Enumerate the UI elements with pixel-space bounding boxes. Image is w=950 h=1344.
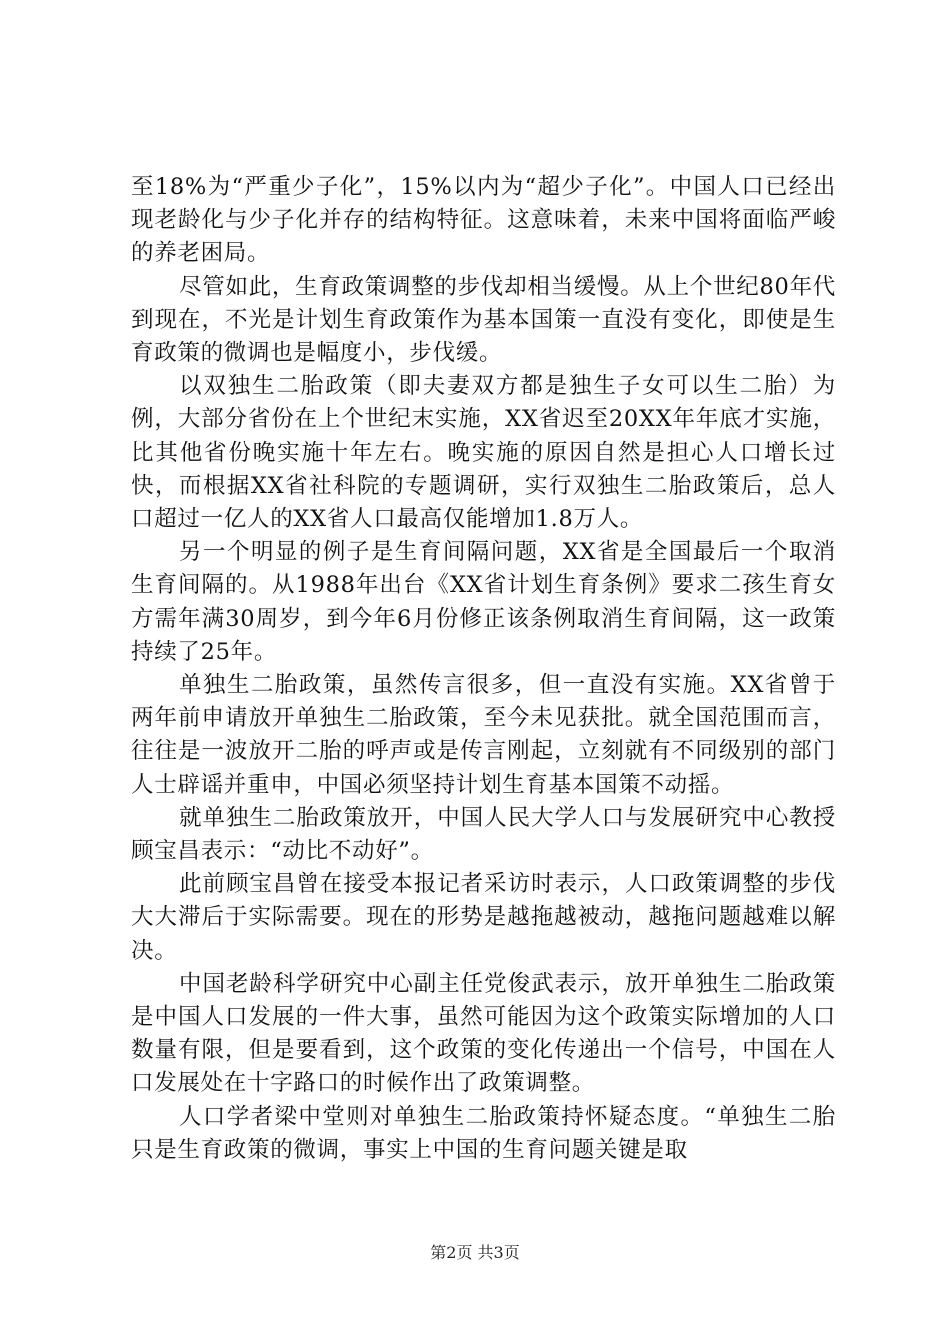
paragraph-3: 以双独生二胎政策（即夫妻双方都是独生子女可以生二胎）为例，大部分省份在上个世纪末实施，XX省迟至20XX年年底才实施，比其他省份晚实施十年左右。晚实施的原因自然是担心人口增长过快，而根据XX省社科院的专题调研，实行双独生二胎政策后，总人口超过一亿人的XX省人口最高仅能增加1.8万人。 (131, 373, 836, 533)
paragraph-9: 人口学者梁中堂则对单独生二胎政策持怀疑态度。“单独生二胎只是生育政策的微调，事实上中国的生育问题关键是取 (131, 1103, 836, 1163)
paragraph-4: 另一个明显的例子是生育间隔问题，XX省是全国最后一个取消生育间隔的。从1988年出台《XX省计划生育条例》要求二孩生育女方需年满30周岁，到今年6月份修正该条例取消生育间隔，这一政策持续了25年。 (131, 539, 836, 665)
paragraph-8: 中国老龄科学研究中心副主任党俊武表示，放开单独生二胎政策是中国人口发展的一件大事，虽然可能因为这个政策实际增加的人口数量有限，但是要看到，这个政策的变化传递出一个信号，中国在人口发展处在十字路口的时候作出了政策调整。 (131, 970, 836, 1097)
paragraph-6: 就单独生二胎政策放开，中国人民大学人口与发展研究中心教授顾宝昌表示：“动比不动好”。 (131, 804, 836, 865)
paragraph-7: 此前顾宝昌曾在接受本报记者采访时表示，人口政策调整的步伐大大滞后于实际需要。现在的形势是越拖越被动，越拖问题越难以解决。 (131, 871, 836, 964)
page-number-footer: 第2页 共3页 (430, 1243, 520, 1262)
paragraph-2: 尽管如此，生育政策调整的步伐却相当缓慢。从上个世纪80年代到现在，不光是计划生育政策作为基本国策一直没有变化，即使是生育政策的微调也是幅度小，步伐缓。 (131, 273, 836, 367)
paragraph-5: 单独生二胎政策，虽然传言很多，但一直没有实施。XX省曾于两年前申请放开单独生二胎政策，至今未见获批。就全国范围而言，往往是一波放开二胎的呼声或是传言刚起，立刻就有不同级别的部门人士辟谣并重申，中国必须坚持计划生育基本国策不动摇。 (131, 672, 836, 798)
paragraph-1: 至18%为“严重少子化”，15%以内为“超少子化”。中国人口已经出现老龄化与少子化并存的结构特征。这意味着，未来中国将面临严峻的养老困局。 (131, 174, 836, 267)
document-body (131, 171, 836, 1167)
